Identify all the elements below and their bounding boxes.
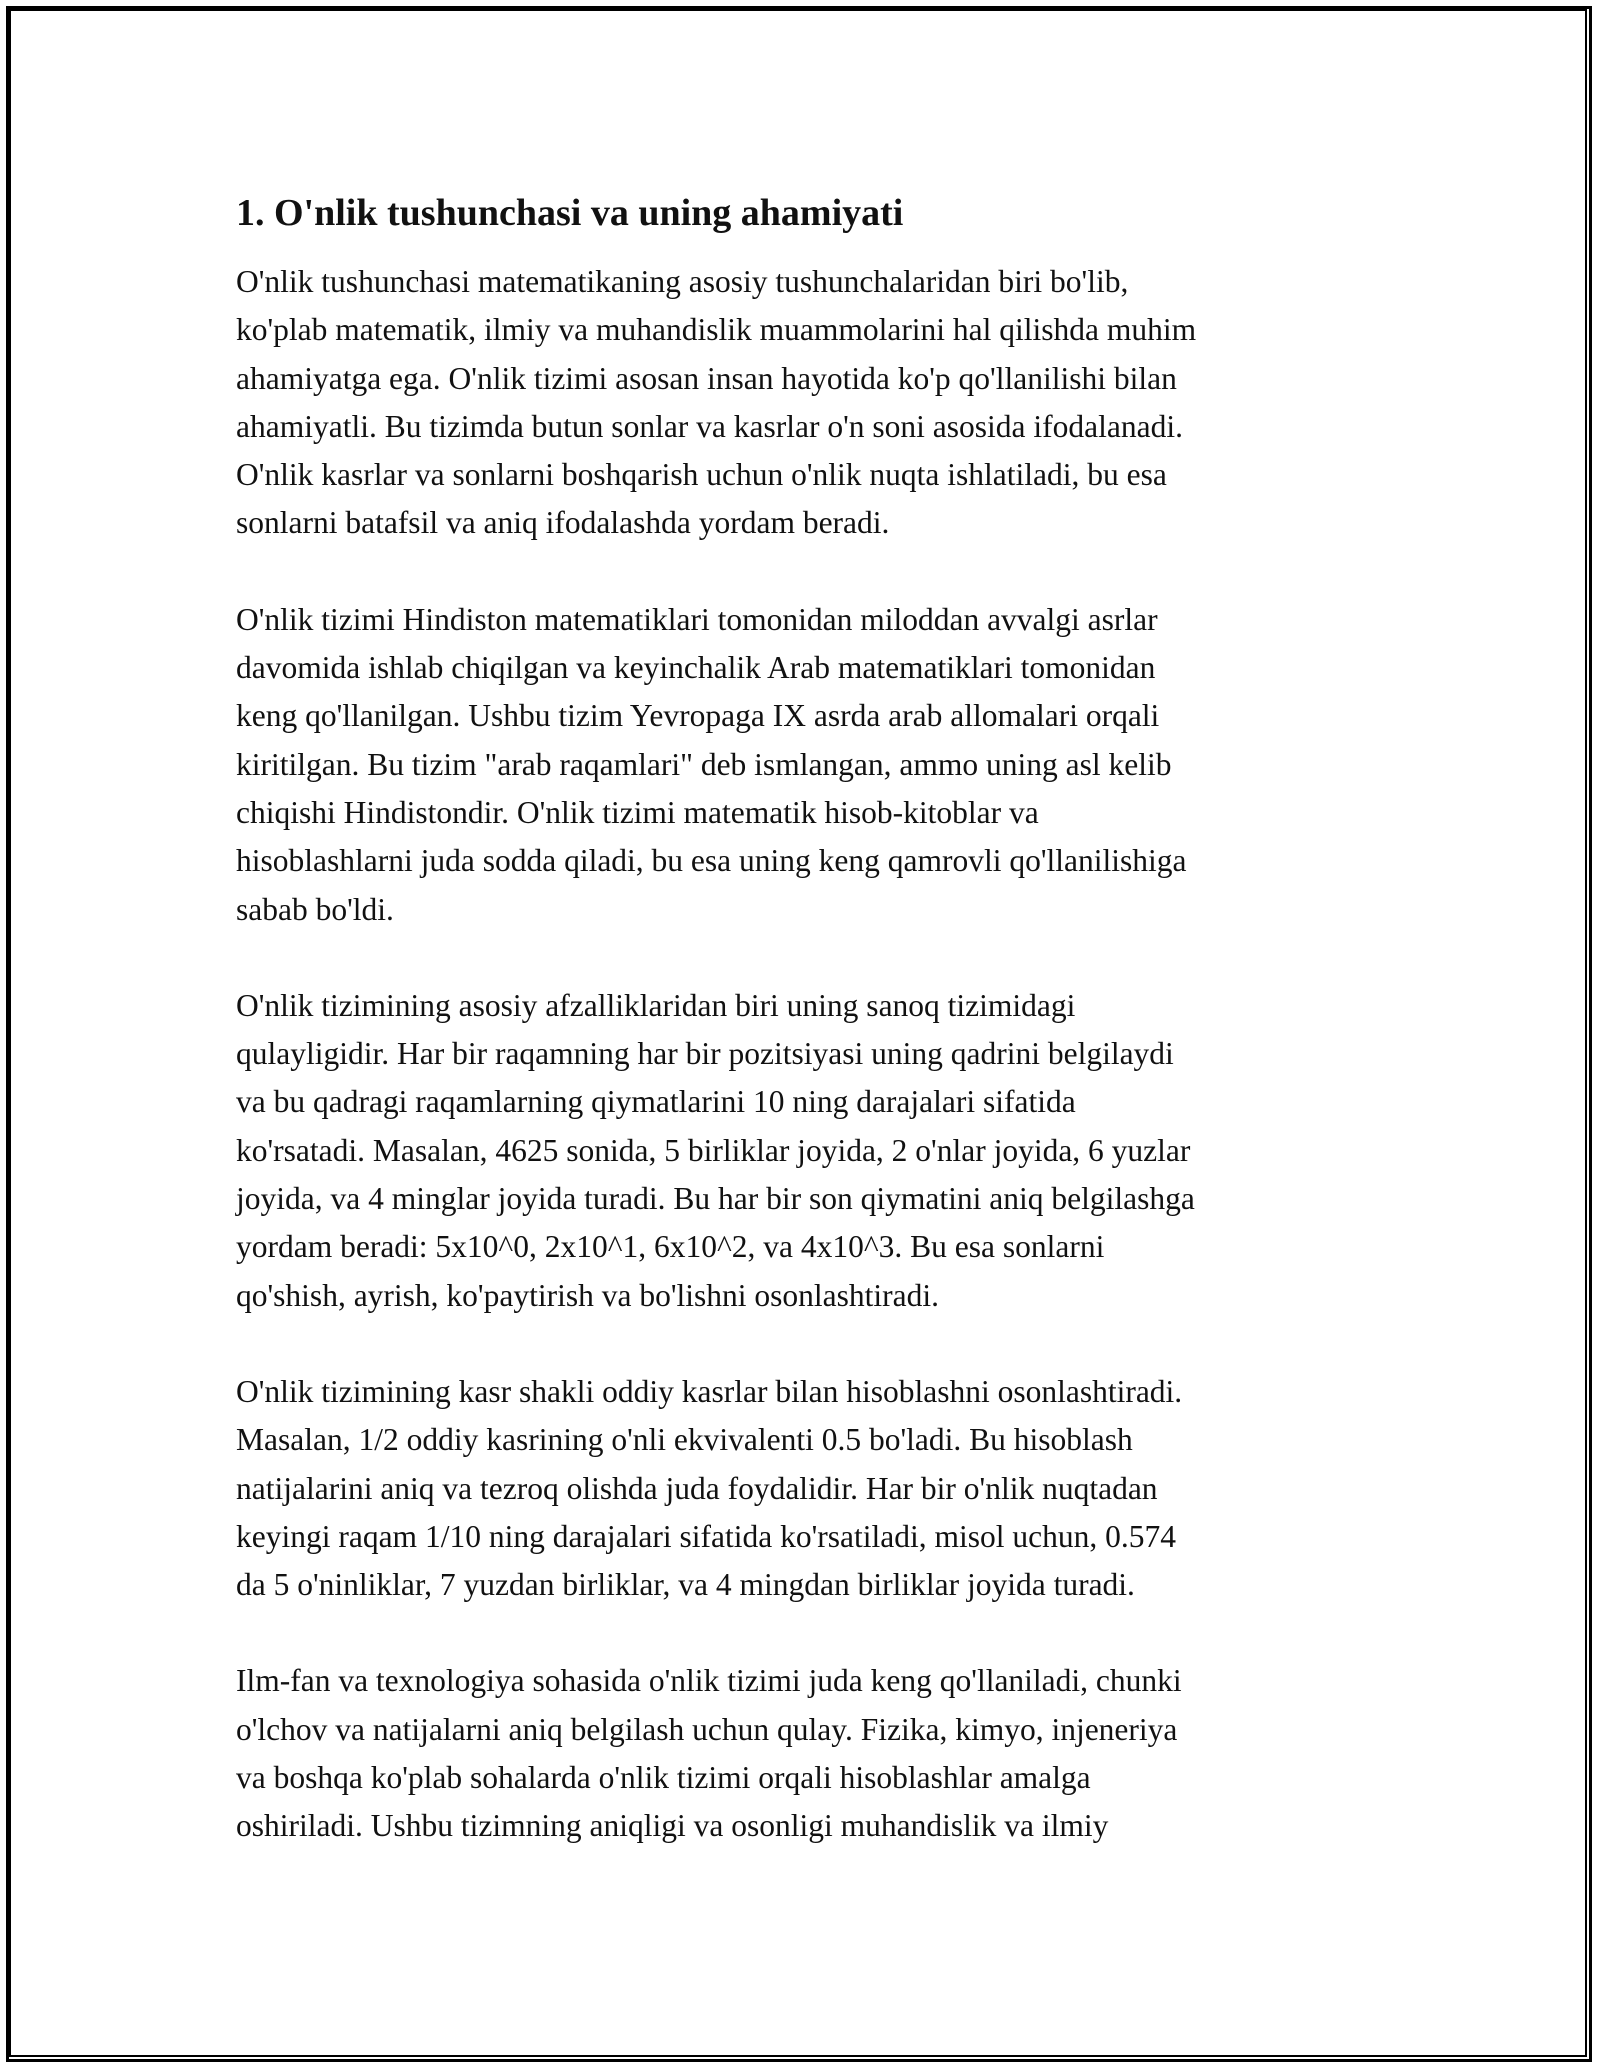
paragraph-line: sonlarni batafsil va aniq ifodalashda yordam beradi. — [236, 505, 890, 541]
paragraph-line: keng qo'llanilgan. Ushbu tizim Yevropaga IX asrda arab allomalari orqali — [236, 698, 1160, 734]
paragraph-line: sabab bo'ldi. — [236, 891, 394, 927]
paragraph-line: joyida, va 4 minglar joyida turadi. Bu har bir son qiymatini aniq belgilashga — [236, 1181, 1195, 1217]
document-body — [236, 188, 1366, 1899]
paragraph — [236, 982, 1366, 1320]
paragraph-line: qulayligidir. Har bir raqamning har bir pozitsiyasi uning qadrini belgilaydi — [236, 1036, 1174, 1072]
paragraph-line: qo'shish, ayrish, ko'paytirish va bo'lishni osonlashtiradi. — [236, 1277, 939, 1313]
paragraph-line: Ilm-fan va texnologiya sohasida o'nlik tizimi juda keng qo'llaniladi, chunki — [236, 1663, 1182, 1699]
paragraph — [236, 1368, 1366, 1609]
paragraph-line: O'nlik kasrlar va sonlarni boshqarish uchun o'nlik nuqta ishlatiladi, bu esa — [236, 457, 1167, 493]
paragraph — [236, 596, 1366, 934]
paragraph-line: oshiriladi. Ushbu tizimning aniqligi va osonligi muhandislik va ilmiy — [236, 1808, 1109, 1844]
paragraph-line: ahamiyatga ega. O'nlik tizimi asosan insan hayotida ko'p qo'llanilishi bilan — [236, 360, 1177, 396]
paragraph-line: da 5 o'ninliklar, 7 yuzdan birliklar, va 4 mingdan birliklar joyida turadi. — [236, 1567, 1135, 1603]
paragraph-line: va bu qadragi raqamlarning qiymatlarini 10 ning darajalari sifatida — [236, 1084, 1076, 1120]
paragraph-line: chiqishi Hindistondir. O'nlik tizimi matematik hisob-kitoblar va — [236, 794, 1039, 830]
paragraph-line: O'nlik tizimi Hindiston matematiklari tomonidan miloddan avvalgi asrlar — [236, 601, 1158, 637]
paragraph-line: O'nlik tizimining kasr shakli oddiy kasrlar bilan hisoblashni osonlashtiradi. — [236, 1373, 1183, 1409]
paragraph-line: yordam beradi: 5x10^0, 2x10^1, 6x10^2, va 4x10^3. Bu esa sonlarni — [236, 1229, 1105, 1265]
paragraph-line: hisoblashlarni juda sodda qiladi, bu esa uning keng qamrovli qo'llanilishiga — [236, 843, 1187, 879]
paragraph-line: natijalarini aniq va tezroq olishda juda foydalidir. Har bir o'nlik nuqtadan — [236, 1470, 1158, 1506]
paragraph — [236, 1657, 1366, 1850]
paragraph-line: o'lchov va natijalarni aniq belgilash uchun qulay. Fizika, kimyo, injeneriya — [236, 1711, 1178, 1747]
paragraph-line: O'nlik tushunchasi matematikaning asosiy tushunchalaridan biri bo'lib, — [236, 264, 1129, 299]
section-heading: 1. O'nlik tushunchasi va uning ahamiyati — [236, 192, 904, 234]
paragraph — [236, 258, 1366, 548]
paragraph-line: ko'plab matematik, ilmiy va muhandislik muammolarini hal qilishda muhim — [236, 312, 1197, 348]
paragraph-line: O'nlik tizimining asosiy afzalliklaridan biri uning sanoq tizimidagi — [236, 987, 1076, 1023]
paragraph-line: ko'rsatadi. Masalan, 4625 sonida, 5 birliklar joyida, 2 o'nlar joyida, 6 yuzlar — [236, 1132, 1191, 1168]
paragraph-line: ahamiyatli. Bu tizimda butun sonlar va kasrlar o'n soni asosida ifodalanadi. — [236, 408, 1183, 444]
paragraph-line: davomida ishlab chiqilgan va keyinchalik Arab matematiklari tomonidan — [236, 650, 1156, 686]
paragraph-line: Masalan, 1/2 oddiy kasrining o'nli ekvivalenti 0.5 bo'ladi. Bu hisoblash — [236, 1422, 1133, 1458]
paragraph-line: kiritilgan. Bu tizim "arab raqamlari" deb ismlangan, ammo uning asl kelib — [236, 746, 1172, 782]
paragraph-line: va boshqa ko'plab sohalarda o'nlik tizimi orqali hisoblashlar amalga — [236, 1760, 1091, 1796]
paragraph-line: keyingi raqam 1/10 ning darajalari sifatida ko'rsatiladi, misol uchun, 0.574 — [236, 1518, 1176, 1554]
